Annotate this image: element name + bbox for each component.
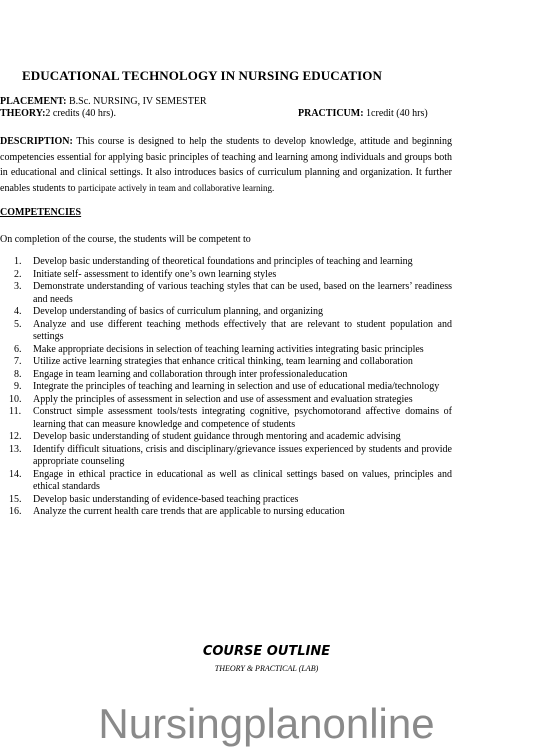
competency-text: Engage in ethical practice in educational as well as clinical settings based on values, principles and ethical standards [33,468,452,492]
competency-text: Develop basic understanding of theoretical foundations and principles of teaching and learning [33,256,413,267]
competency-text: Demonstrate understanding of various teaching styles that can be used, based on the learners’ readiness and needs [33,281,452,305]
watermark: Nursingplanonline [98,700,435,747]
competency-number: 3. [14,281,22,292]
competency-text: Apply the principles of assessment in selection and use of assessment and evaluation strategies [33,393,413,405]
competency-text: Analyze the current health care trends that are applicable to nursing education [33,506,345,517]
placement-value: B.Sc. NURSING, IV SEMESTER [66,96,207,107]
placement-label: PLACEMENT: [0,96,67,107]
competency-item [0,306,452,319]
competency-number: 2. [14,268,22,280]
competencies-intro: On completion of the course, the students will be competent to [0,234,251,245]
competency-number: 6. [14,343,22,355]
competency-text: Utilize active learning strategies that enhance critical thinking, team learning and collaboration [33,356,413,367]
competency-item [0,469,452,494]
competency-number: 5. [14,318,22,330]
description-label: DESCRIPTION: [0,136,73,147]
competency-text: Make appropriate decisions in selection of teaching learning activities integrating basic principles [33,343,424,355]
competency-item [0,506,452,519]
competency-number: 11. [9,406,22,417]
competencies-heading: COMPETENCIES [0,207,82,218]
competency-text: Identify difficult situations, crisis and disciplinary/grievance issues experienced by students and provide appropriate counseling [33,443,452,467]
competency-item [0,381,452,394]
competency-text: Initiate self- assessment to identify one’s own learning styles [33,268,277,280]
competency-text: Engage in team learning and collaboration through inter professionaleducation [33,368,348,380]
competencies-list [0,256,452,519]
practicum-value: 1credit (40 hrs) [363,108,428,119]
description-text: This course is designed to help the students to develop knowledge, attitude and beginning competencies essential for applying basic principles of teaching and learning among individuals and groups both in educational and clinical settings. It also introduces basics of curriculum planning and organization. It further enables students to [0,136,452,194]
placement-line [0,96,207,107]
course-outline-subheading: THEORY & PRACTICAL (LAB) [214,664,319,673]
competency-item [0,281,452,306]
competency-item [0,269,452,282]
competency-item [0,256,452,269]
competency-number: 7. [14,356,22,367]
competency-number: 16. [9,506,22,517]
competency-number: 12. [9,431,22,442]
competency-item [0,431,452,444]
competency-text: Develop basic understanding of evidence-based teaching practices [33,493,299,505]
course-outline-heading: COURSE OUTLINE [202,644,331,659]
practicum-line [298,108,428,119]
competency-text: Develop basic understanding of student guidance through mentoring and academic advising [33,431,401,442]
competency-item [0,319,452,344]
practicum-label: PRACTICUM: [298,108,364,119]
description-text-small: participate actively in team and collaborative learning. [78,182,275,193]
description-paragraph [0,134,452,196]
competency-text: Develop understanding of basics of curriculum planning, and organizing [33,306,324,317]
competency-item [0,356,452,369]
competency-number: 10. [9,393,22,405]
competency-item [0,406,452,431]
theory-line [0,108,116,119]
competency-number: 9. [14,381,22,392]
competency-text: Analyze and use different teaching methods effectively that are relevant to student population and settings [33,318,452,342]
document-title: EDUCATIONAL TECHNOLOGY IN NURSING EDUCATION [22,68,382,83]
competency-number: 13. [9,443,22,455]
theory-value: 2 credits (40 hrs). [45,108,116,119]
competency-number: 14. [9,468,22,480]
competency-text: Construct simple assessment tools/tests integrating cognitive, psychomotorand affective domains of learning that can measure knowledge and competence of students [33,406,452,430]
competency-item [0,444,452,469]
competency-number: 4. [14,306,22,317]
competency-item [0,344,452,357]
competency-number: 8. [14,368,22,380]
competency-item [0,369,452,382]
competency-item [0,494,452,507]
competency-text: Integrate the principles of teaching and learning in selection and use of educational media/technology [33,381,440,392]
competency-item [0,394,452,407]
competency-number: 15. [9,493,22,505]
competency-number: 1. [14,256,22,267]
theory-label: THEORY: [0,108,46,119]
